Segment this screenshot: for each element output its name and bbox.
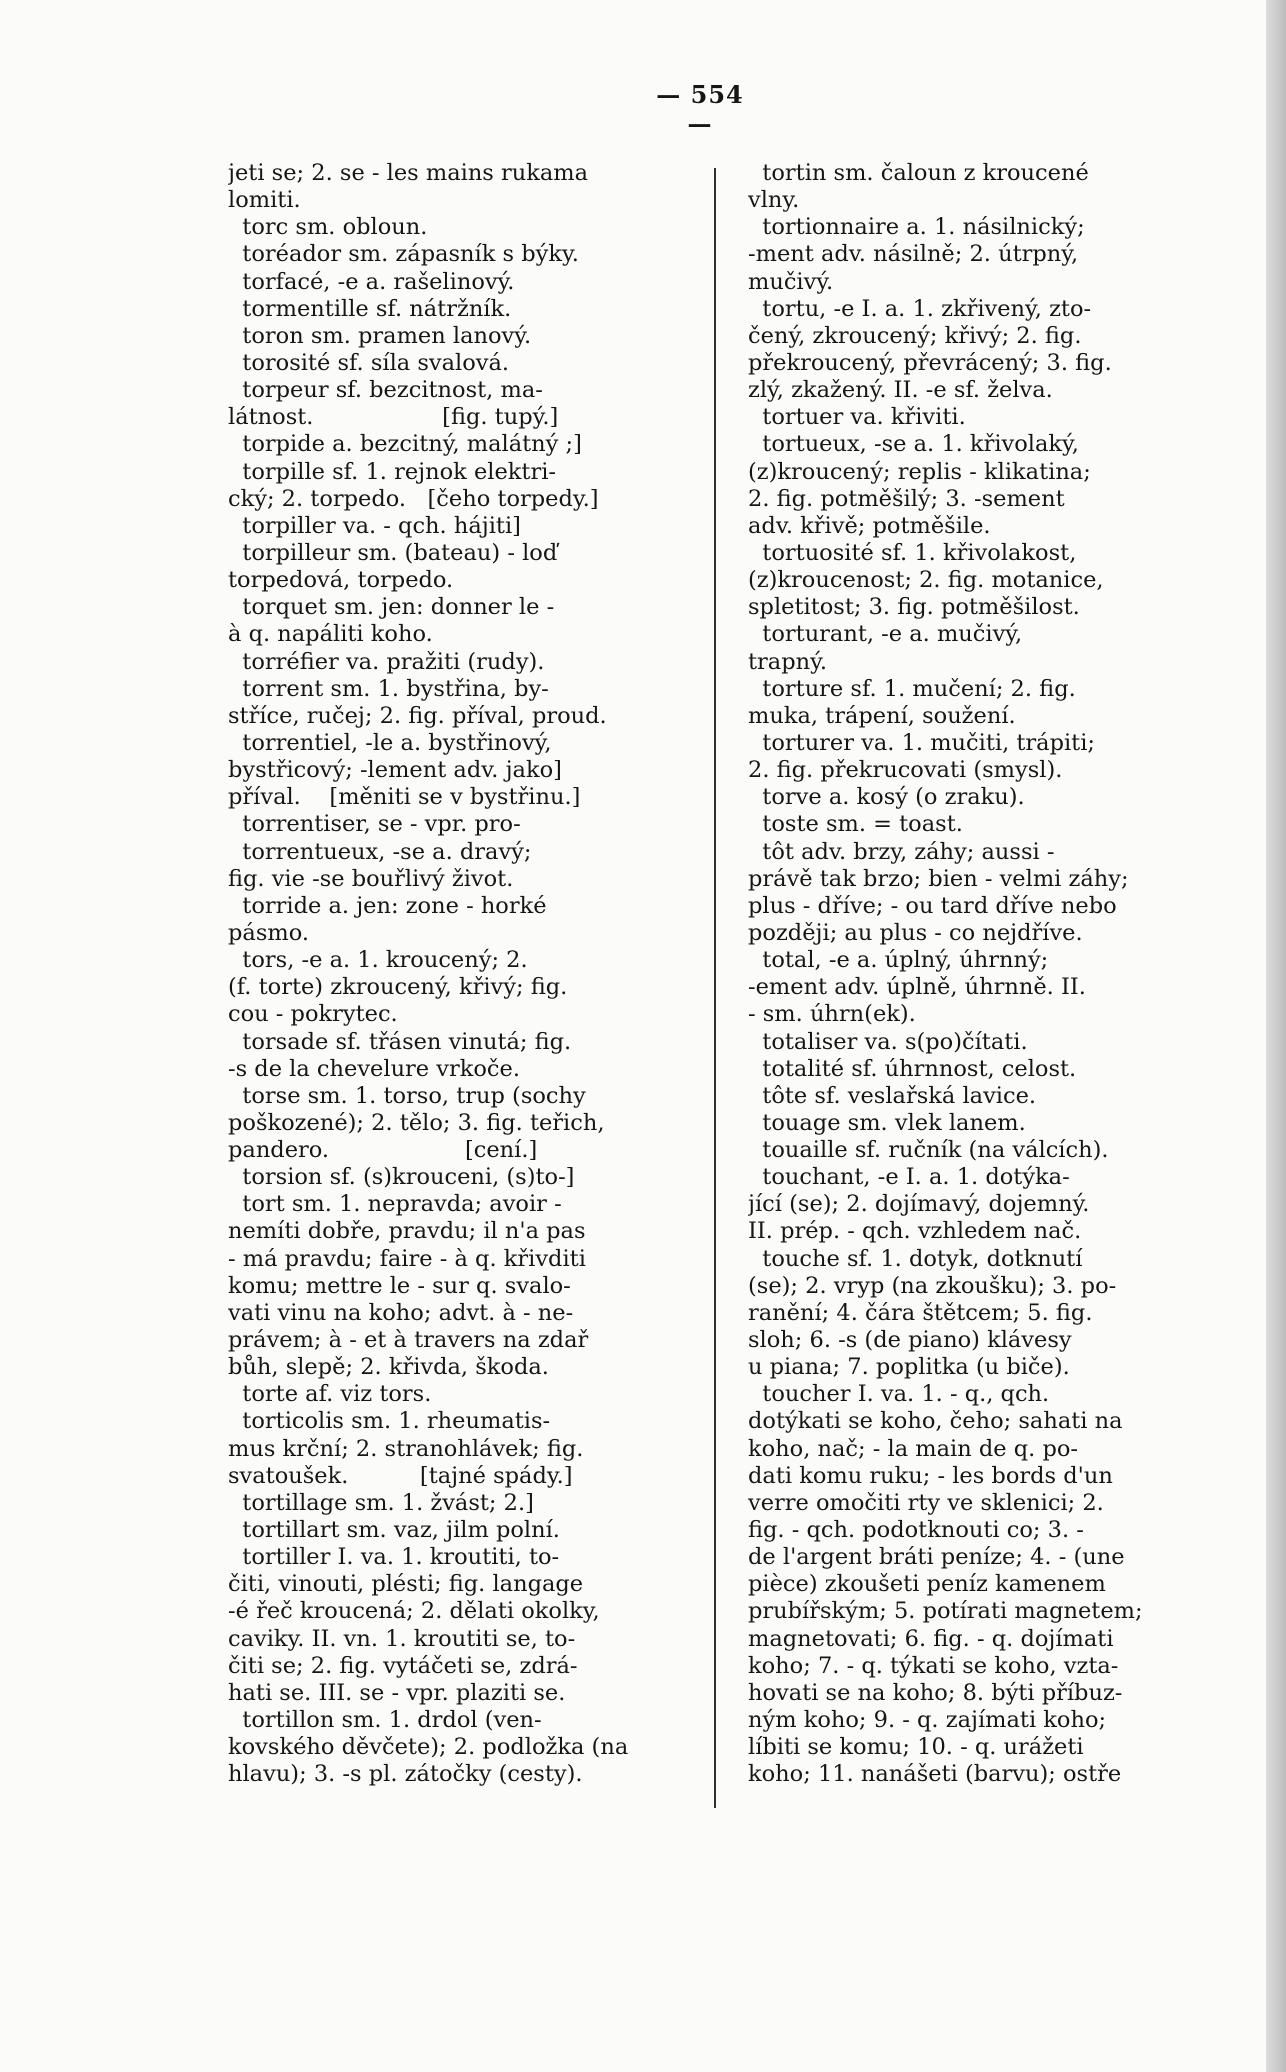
dictionary-line: ranění; 4. čára štětcem; 5. fig. [748, 1299, 1093, 1326]
dictionary-line: toucher I. va. 1. - q., qch. [748, 1381, 1050, 1408]
dictionary-line: hati se. III. se - vpr. plaziti se. [228, 1679, 566, 1706]
dictionary-line: toréador sm. zápasník s býky. [228, 241, 579, 268]
right-column [748, 160, 1228, 1788]
dictionary-line: torse sm. 1. torso, trup (sochy [228, 1082, 586, 1109]
dictionary-line: dati komu ruku; - les bords d'un [748, 1462, 1113, 1489]
dictionary-line: čiti se; 2. fig. vytáčeti se, zdrá- [228, 1652, 578, 1679]
dictionary-line: 2. fig. překrucovati (smysl). [748, 757, 1063, 784]
dictionary-line: hlavu); 3. -s pl. zátočky (cesty). [228, 1761, 583, 1788]
dictionary-line: bystřicový; -lement adv. jako] [228, 757, 562, 784]
dictionary-line: -s de la chevelure vrkoče. [228, 1055, 520, 1082]
dictionary-line: à q. napáliti koho. [228, 621, 433, 648]
dictionary-line: prubířským; 5. potírati magnetem; [748, 1598, 1143, 1625]
dictionary-line: torpide a. bezcitný, malátný ;] [228, 431, 582, 458]
dictionary-line: - sm. úhrn(ek). [748, 1001, 916, 1028]
dictionary-line: čiti, vinouti, plésti; fig. langage [228, 1571, 584, 1598]
dictionary-line: torpedová, torpedo. [228, 567, 454, 594]
dictionary-line: caviky. II. vn. 1. kroutiti se, to- [228, 1625, 576, 1652]
dictionary-line: mučivý. [748, 268, 834, 295]
dictionary-line: pandero. [cení.] [228, 1137, 538, 1164]
dictionary-line: překroucený, převrácený; 3. fig. [748, 349, 1112, 376]
dictionary-line: tormentille sf. nátržník. [228, 295, 512, 322]
dictionary-line: sloh; 6. -s (de piano) klávesy [748, 1327, 1072, 1354]
dictionary-line: spletitost; 3. fig. potměšilost. [748, 594, 1080, 621]
dictionary-line: muka, trápení, soužení. [748, 702, 1016, 729]
dictionary-line: torturant, -e a. mučivý, [748, 621, 1023, 648]
dictionary-line: -ement adv. úplně, úhrnně. II. [748, 974, 1086, 1001]
dictionary-line: tortuer va. křiviti. [748, 404, 966, 431]
dictionary-line: koho, nač; - la main de q. po- [748, 1435, 1078, 1462]
left-column [228, 160, 708, 1788]
dictionary-line: tortillart sm. vaz, jilm polní. [228, 1517, 560, 1544]
dictionary-line: pásmo. [228, 919, 310, 946]
dictionary-line: torticolis sm. 1. rheumatis- [228, 1408, 551, 1435]
dictionary-line: koho; 7. - q. týkati se koho, vzta- [748, 1652, 1119, 1679]
dictionary-line: trapný. [748, 648, 827, 675]
dictionary-line: čený, zkroucený; křivý; 2. fig. [748, 322, 1082, 349]
dictionary-line: líbiti se komu; 10. - q. urážeti [748, 1734, 1084, 1761]
dictionary-line: tortillon sm. 1. drdol (ven- [228, 1707, 542, 1734]
dictionary-line: toron sm. pramen lanový. [228, 322, 532, 349]
dictionary-line: později; au plus - co nejdříve. [748, 919, 1083, 946]
dictionary-line: -ment adv. násilně; 2. útrpný, [748, 241, 1079, 268]
dictionary-line: torpiller va. - qch. hájiti] [228, 512, 521, 539]
dictionary-line: tort sm. 1. nepravda; avoir - [228, 1191, 562, 1218]
dictionary-line: torve a. kosý (o zraku). [748, 784, 1025, 811]
dictionary-line: fig. vie -se bouřlivý život. [228, 865, 514, 892]
dictionary-line: total, -e a. úplný, úhrnný; [748, 947, 1049, 974]
dictionary-line: právě tak brzo; bien - velmi záhy; [748, 865, 1129, 892]
dictionary-line: stříce, ručej; 2. fig. příval, proud. [228, 702, 607, 729]
dictionary-line: 2. fig. potměšilý; 3. -sement [748, 485, 1065, 512]
dictionary-line: torc sm. obloun. [228, 214, 428, 241]
dictionary-line: tortin sm. čaloun z kroucené [748, 160, 1089, 186]
dictionary-line: torrentueux, -se a. dravý; [228, 838, 532, 865]
dictionary-line: jeti se; 2. se - les mains rukama [228, 160, 589, 186]
dictionary-line: zlý, zkažený. II. -e sf. želva. [748, 377, 1053, 404]
dictionary-line: torrentiser, se - vpr. pro- [228, 811, 521, 838]
dictionary-line: lomiti. [228, 187, 301, 214]
dictionary-line: fig. - qch. podotknouti co; 3. - [748, 1517, 1084, 1544]
page-number: — 554 — [656, 80, 744, 138]
dictionary-line: dotýkati se koho, čeho; sahati na [748, 1408, 1123, 1435]
dictionary-line: magnetovati; 6. fig. - q. dojímati [748, 1625, 1114, 1652]
dictionary-line: torride a. jen: zone - horké [228, 892, 547, 919]
dictionary-line: vlny. [748, 187, 800, 214]
dictionary-line: tôt adv. brzy, záhy; aussi - [748, 838, 1055, 865]
dictionary-line: vati vinu na koho; advt. à - ne- [228, 1299, 574, 1326]
dictionary-line: torpille sf. 1. rejnok elektri- [228, 458, 557, 485]
dictionary-line: - má pravdu; faire - à q. křivditi [228, 1245, 586, 1272]
dictionary-line: bůh, slepě; 2. křivda, škoda. [228, 1354, 549, 1381]
dictionary-line: jící (se); 2. dojímavý, dojemný. [748, 1191, 1090, 1218]
dictionary-line: totaliser va. s(po)čítati. [748, 1028, 1028, 1055]
dictionary-line: adv. křivě; potměšile. [748, 512, 991, 539]
dictionary-line: touche sf. 1. dotyk, dotknutí [748, 1245, 1083, 1272]
dictionary-line: tortillage sm. 1. žvást; 2.] [228, 1489, 534, 1516]
dictionary-line: ným koho; 9. - q. zajímati koho; [748, 1707, 1107, 1734]
dictionary-line: příval. [měniti se v bystřinu.] [228, 784, 581, 811]
dictionary-line: torosité sf. síla svalová. [228, 349, 510, 376]
dictionary-line: II. prép. - qch. vzhledem nač. [748, 1218, 1082, 1245]
dictionary-line: tors, -e a. 1. kroucený; 2. [228, 947, 528, 974]
dictionary-line: torfacé, -e a. rašelinový. [228, 268, 515, 295]
dictionary-line: látnost. [fig. tupý.] [228, 404, 559, 431]
dictionary-line: nemíti dobře, pravdu; il n'a pas [228, 1218, 586, 1245]
dictionary-line: kovského děvčete); 2. podložka (na [228, 1734, 629, 1761]
dictionary-line: tortueux, -se a. 1. křivolaký, [748, 431, 1079, 458]
dictionary-line: totalité sf. úhrnnost, celost. [748, 1055, 1077, 1082]
dictionary-line: tortuosité sf. 1. křivolakost, [748, 539, 1077, 566]
dictionary-line: poškozené); 2. tělo; 3. fig. teřich, [228, 1109, 605, 1136]
dictionary-line: torturer va. 1. mučiti, trápiti; [748, 729, 1096, 756]
dictionary-line: torpilleur sm. (bateau) - loď [228, 539, 558, 566]
dictionary-line: torréfier va. pražiti (rudy). [228, 648, 545, 675]
dictionary-line: (z)kroucený; replis - klikatina; [748, 458, 1091, 485]
dictionary-line: pièce) zkoušeti peníz kamenem [748, 1571, 1106, 1598]
dictionary-line: mus krční; 2. stranohlávek; fig. [228, 1435, 584, 1462]
dictionary-line: verre omočiti rty ve sklenici; 2. [748, 1489, 1104, 1516]
dictionary-line: cký; 2. torpedo. [čeho torpedy.] [228, 485, 599, 512]
dictionary-line: tortu, -e I. a. 1. zkřivený, zto- [748, 295, 1092, 322]
dictionary-line: touchant, -e I. a. 1. dotýka- [748, 1164, 1070, 1191]
column-divider [714, 168, 716, 1808]
dictionary-line: torsion sf. (s)krouceni, (s)to-] [228, 1164, 575, 1191]
dictionary-line: plus - dříve; - ou tard dříve nebo [748, 892, 1117, 919]
dictionary-line: -é řeč kroucená; 2. dělati okolky, [228, 1598, 600, 1625]
dictionary-line: tôte sf. veslařská lavice. [748, 1082, 1037, 1109]
dictionary-line: de l'argent bráti peníze; 4. - (une [748, 1544, 1125, 1571]
dictionary-line: touage sm. vlek lanem. [748, 1109, 1026, 1136]
dictionary-line: toste sm. = toast. [748, 811, 963, 838]
dictionary-line: torrent sm. 1. bystřina, by- [228, 675, 549, 702]
dictionary-line: torture sf. 1. mučení; 2. fig. [748, 675, 1076, 702]
dictionary-line: (z)kroucenost; 2. fig. motanice, [748, 567, 1104, 594]
dictionary-line: torrentiel, -le a. bystřinový, [228, 729, 552, 756]
dictionary-line: torquet sm. jen: donner le - [228, 594, 555, 621]
dictionary-line: touaille sf. ručník (na válcích). [748, 1137, 1109, 1164]
page-edge [1266, 0, 1286, 2072]
dictionary-line: u piana; 7. poplitka (u biče). [748, 1354, 1070, 1381]
dictionary-line: (se); 2. vryp (na zkoušku); 3. po- [748, 1272, 1117, 1299]
dictionary-line: torpeur sf. bezcitnost, ma- [228, 377, 543, 404]
dictionary-line: koho; 11. nanášeti (barvu); ostře [748, 1761, 1122, 1788]
dictionary-line: hovati se na koho; 8. býti příbuz- [748, 1679, 1123, 1706]
dictionary-line: svatoušek. [tajné spády.] [228, 1462, 573, 1489]
dictionary-line: cou - pokrytec. [228, 1001, 398, 1028]
dictionary-line: tortionnaire a. 1. násilnický; [748, 214, 1085, 241]
dictionary-line: komu; mettre le - sur q. svalo- [228, 1272, 571, 1299]
dictionary-line: (f. torte) zkroucený, křivý; fig. [228, 974, 568, 1001]
dictionary-line: torte af. viz tors. [228, 1381, 432, 1408]
dictionary-line: právem; à - et à travers na zdař [228, 1327, 589, 1354]
dictionary-line: tortiller I. va. 1. kroutiti, to- [228, 1544, 560, 1571]
dictionary-line: torsade sf. třásen vinutá; fig. [228, 1028, 572, 1055]
